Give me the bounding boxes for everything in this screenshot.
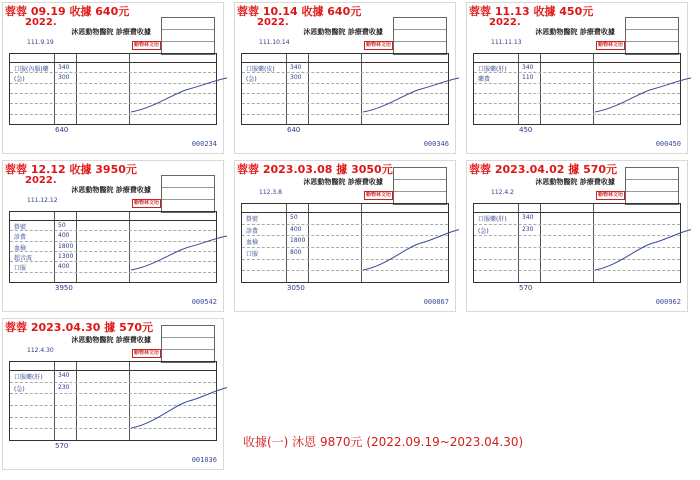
receipt-date: 111.12.12 [27,197,58,204]
year-note: 2022. [489,17,521,28]
red-seal: 動物林文衍 [365,192,391,198]
item-amount: 400 [58,232,70,240]
item-name: 口服藥(皮) [246,66,275,73]
year-note: 2022. [25,17,57,28]
total-row [241,282,449,293]
item-amount: 340 [58,372,70,379]
total-amount: 3050 [287,284,305,292]
item-name: 診費 [246,227,259,235]
clinic-name: 沐恩動物醫院 [535,28,578,36]
serial-number: 000346 [423,140,449,148]
doc-title: 診療費收據 [579,178,615,186]
item-name: 口服 [246,251,259,258]
item-amount: 300 [58,74,70,82]
doc-title: 診療費收據 [115,28,151,36]
item-name: 血檢 [246,239,259,247]
receipt-card [234,2,456,154]
doc-title: 診療費收據 [115,186,151,194]
receipt-card [466,2,688,154]
receipt-card [234,160,456,312]
item-amount: 230 [522,225,534,233]
item-name: (急) [478,227,489,235]
serial-number: 000450 [655,140,681,148]
serial-number: 000867 [423,298,449,306]
receipt-body [241,27,449,149]
item-table [473,53,681,125]
clinic-name: 沐恩動物醫院 [303,178,346,186]
red-seal: 動物林文衍 [133,200,159,206]
clinic-header [71,335,150,345]
approval-box [161,17,215,55]
receipt-caption: 蓉蓉 2023.03.08 據 3050元 [237,163,393,176]
item-table [9,211,217,283]
handwritten-stroke [129,226,229,276]
item-name: (急) [14,76,25,84]
receipt-caption: 蓉蓉 10.14 收據 640元 [237,5,362,18]
clinic-header [71,27,150,37]
item-amount: 110 [522,74,534,82]
serial-number: 000542 [191,298,217,306]
total-row [9,282,217,293]
receipt-date: 112.4.2 [491,189,514,196]
item-amount: 400 [58,263,70,271]
year-note: 2022. [257,17,289,28]
item-table [473,203,681,283]
handwritten-stroke [129,376,229,434]
clinic-header [535,177,614,187]
receipt-card [2,2,224,154]
item-amount: 230 [58,383,70,391]
item-amount: 1800 [58,242,74,250]
item-name: 掛號 [14,224,27,231]
total-amount: 570 [55,442,69,450]
receipt-date: 111.10.14 [259,39,290,46]
approval-box [393,17,447,55]
item-name: 口服(內服)藥 [14,66,49,73]
receipt-caption: 蓉蓉 2023.04.02 據 570元 [469,163,618,176]
item-amount: 50 [58,222,66,229]
handwritten-stroke [129,68,229,118]
summary-caption: 收據(一) 沐恩 9870元 (2022.09.19~2023.04.30) [243,435,524,449]
receipt-body [473,27,681,149]
year-note: 2022. [25,175,57,186]
red-seal: 動物林文衍 [597,192,623,198]
item-amount: 50 [290,214,298,221]
receipt-body [9,335,217,465]
receipt-date: 111.9.19 [27,39,54,46]
approval-box [393,167,447,205]
item-name: 藥費 [478,76,491,84]
doc-title: 診療費收據 [347,178,383,186]
item-name: 血檢 [14,244,27,252]
clinic-name: 沐恩動物醫院 [303,28,346,36]
receipt-card [2,160,224,312]
item-name: 超音波 [14,255,33,262]
total-row [473,124,681,135]
clinic-name: 沐恩動物醫院 [535,178,578,186]
item-amount: 340 [522,64,534,71]
handwritten-stroke [361,68,461,118]
receipt-date: 111.11.13 [491,39,522,46]
item-amount: 340 [58,64,70,71]
receipt-date: 112.3.8 [259,189,282,196]
receipt-body [473,177,681,307]
handwritten-stroke [593,218,693,276]
total-amount: 3950 [55,284,73,292]
red-seal: 動物林文衍 [365,42,391,48]
handwritten-stroke [361,218,461,276]
item-name: 口服 [14,265,27,273]
clinic-name: 沐恩動物醫院 [71,336,114,344]
receipt-caption: 蓉蓉 09.19 收據 640元 [5,5,130,18]
red-seal: 動物林文衍 [133,42,159,48]
total-amount: 570 [519,284,533,292]
item-table [9,361,217,441]
item-amount: 340 [290,64,302,71]
receipt-caption: 蓉蓉 11.13 收據 450元 [469,5,594,18]
item-amount: 300 [290,74,302,82]
clinic-header [303,177,382,187]
clinic-header [535,27,614,37]
clinic-name: 沐恩動物醫院 [71,28,114,36]
receipt-body [9,27,217,149]
approval-box [161,325,215,363]
total-amount: 640 [55,126,69,134]
approval-box [625,167,679,205]
receipt-caption: 蓉蓉 2023.04.30 據 570元 [5,321,154,334]
clinic-name: 沐恩動物醫院 [71,186,114,194]
receipt-body [241,177,449,307]
item-name: (急) [14,385,25,393]
total-row [241,124,449,135]
approval-box [625,17,679,55]
item-name: 口服藥(肝) [478,216,507,223]
red-seal: 動物林文衍 [597,42,623,48]
receipt-card [466,160,688,312]
doc-title: 診療費收據 [347,28,383,36]
item-amount: 340 [522,214,534,221]
doc-title: 診療費收據 [579,28,615,36]
receipt-body [9,185,217,307]
item-amount: 400 [290,225,302,233]
item-name: 診費 [14,234,27,242]
clinic-header [71,185,150,195]
total-amount: 640 [287,126,301,134]
total-row [9,440,217,451]
item-table [241,53,449,125]
item-name: 口服藥(肝) [14,374,43,381]
item-table [9,53,217,125]
serial-number: 000234 [191,140,217,148]
serial-number: 001036 [191,456,217,464]
red-seal: 動物林文衍 [133,350,159,356]
item-amount: 800 [290,249,302,256]
total-row [9,124,217,135]
item-name: 口服藥(肝) [478,66,507,73]
serial-number: 000962 [655,298,681,306]
approval-box [161,175,215,213]
receipt-card [2,318,224,470]
item-name: 掛號 [246,216,259,223]
item-amount: 1300 [58,253,74,260]
receipt-caption: 蓉蓉 12.12 收據 3950元 [5,163,137,176]
receipt-date: 112.4.30 [27,347,54,354]
total-amount: 450 [519,126,533,134]
item-amount: 1800 [290,237,306,245]
handwritten-stroke [593,68,693,118]
item-table [241,203,449,283]
doc-title: 診療費收據 [115,336,151,344]
total-row [473,282,681,293]
clinic-header [303,27,382,37]
item-name: (急) [246,76,257,84]
